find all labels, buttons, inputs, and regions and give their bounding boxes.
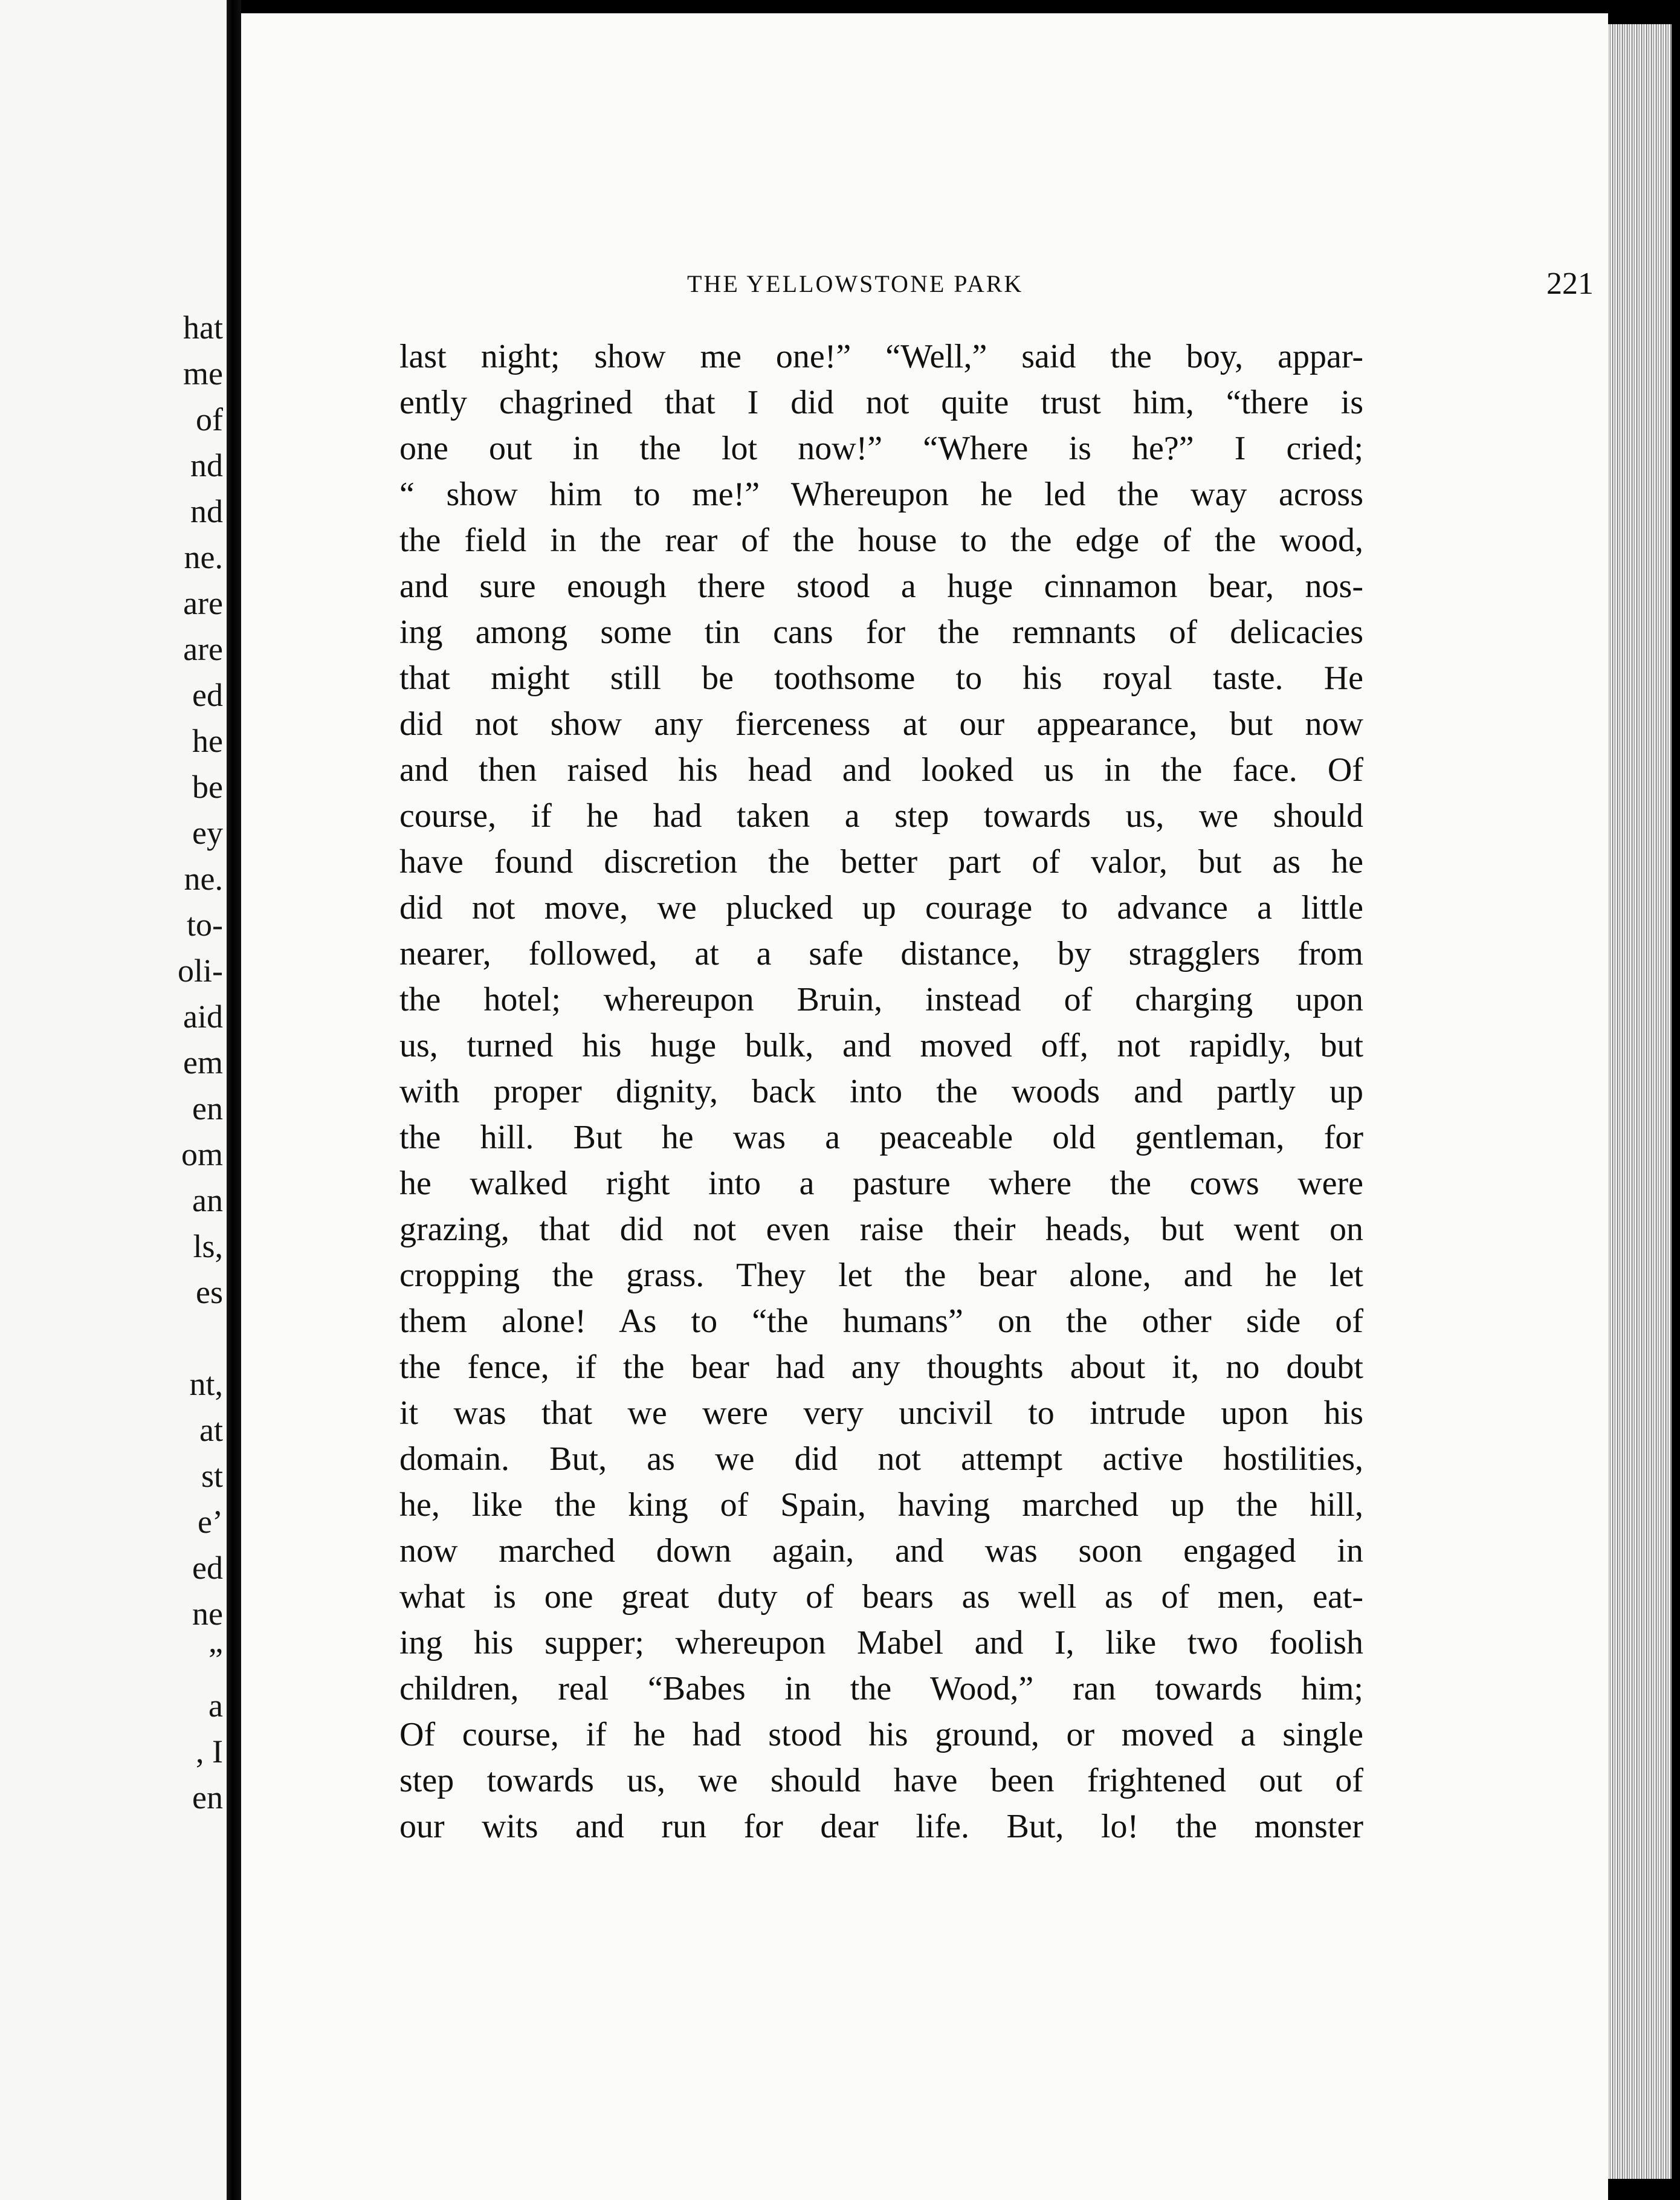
text-line: our wits and run for dear life. But, lo! the monster	[399, 1808, 1363, 1845]
text-line: them alone! As to “the humans” on the other side of	[399, 1302, 1363, 1340]
text-line: Of course, if he had stood his ground, or moved a single	[399, 1716, 1363, 1753]
left-page-line-fragment: are	[183, 585, 223, 621]
book-gutter	[227, 0, 241, 2200]
left-page-line-fragment: an	[192, 1182, 223, 1218]
left-page-line-fragment: me	[183, 355, 223, 392]
book-page	[241, 13, 1608, 2200]
previous-page-fragment	[0, 0, 227, 2200]
body-text	[399, 334, 1363, 1849]
left-page-line-fragment: ed	[192, 1550, 223, 1586]
left-page-line-fragment: of	[196, 401, 223, 438]
text-line: the hill. But he was a peaceable old gentleman, for	[399, 1119, 1363, 1156]
running-title: THE YELLOWSTONE PARK	[687, 270, 1024, 297]
left-page-line-fragment: ne	[192, 1596, 223, 1632]
text-line: one out in the lot now!” “Where is he?” I cried;	[399, 430, 1363, 467]
left-page-line-fragment: nd	[190, 447, 223, 484]
text-line: have found discretion the better part of valor, but as he	[399, 843, 1363, 881]
page-number: 221	[1546, 267, 1594, 301]
left-page-line-fragment: , I	[196, 1733, 223, 1770]
page-edges	[1608, 24, 1672, 2179]
text-line: with proper dignity, back into the woods and partly up	[399, 1073, 1363, 1110]
text-line: ently chagrined that I did not quite trust him, “there is	[399, 384, 1363, 421]
left-page-line-fragment: en	[192, 1779, 223, 1816]
left-page-line-fragment: ey	[192, 815, 223, 851]
running-header	[687, 266, 1594, 302]
left-page-line-fragment: om	[181, 1136, 223, 1173]
text-line: and then raised his head and looked us in the face. Of	[399, 751, 1363, 789]
left-page-line-fragment: aid	[183, 998, 223, 1035]
left-page-line-fragment: be	[192, 769, 223, 805]
left-page-line-fragment: hat	[183, 309, 223, 346]
left-page-line-fragment: es	[196, 1274, 223, 1310]
text-line: ing among some tin cans for the remnants of delicacies	[399, 613, 1363, 651]
text-line: did not move, we plucked up courage to advance a little	[399, 889, 1363, 927]
text-line: children, real “Babes in the Wood,” ran towards him;	[399, 1670, 1363, 1707]
scan-border-right	[1672, 0, 1680, 2200]
text-line: he walked right into a pasture where the cows were	[399, 1165, 1363, 1202]
text-line: nearer, followed, at a safe distance, by stragglers from	[399, 935, 1363, 972]
text-line: he, like the king of Spain, having marched up the hill,	[399, 1486, 1363, 1524]
left-page-line-fragment: to-	[187, 907, 223, 943]
text-line: course, if he had taken a step towards us, we should	[399, 797, 1363, 835]
left-page-line-fragment: ed	[192, 677, 223, 713]
left-page-line-fragment: are	[183, 631, 223, 667]
text-line: now marched down again, and was soon engaged in	[399, 1532, 1363, 1570]
text-line: what is one great duty of bears as well as of men, eat-	[399, 1578, 1363, 1616]
left-page-line-fragment: nt,	[189, 1366, 223, 1402]
text-line: it was that we were very uncivil to intrude upon his	[399, 1394, 1363, 1432]
text-line: last night; show me one!” “Well,” said the boy, appar-	[399, 338, 1363, 375]
text-line: step towards us, we should have been frightened out of	[399, 1762, 1363, 1799]
text-line: the hotel; whereupon Bruin, instead of charging upon	[399, 981, 1363, 1018]
left-page-line-fragment: ”	[208, 1642, 223, 1678]
left-page-line-fragment: e’	[198, 1504, 223, 1540]
left-page-line-fragment: em	[183, 1044, 223, 1081]
text-line: us, turned his huge bulk, and moved off, not rapidly, but	[399, 1027, 1363, 1064]
text-line: the field in the rear of the house to the edge of the wood,	[399, 522, 1363, 559]
text-line: ing his supper; whereupon Mabel and I, like two foolish	[399, 1624, 1363, 1661]
left-page-line-fragment: oli-	[178, 953, 223, 989]
left-page-line-fragment: st	[201, 1458, 223, 1494]
left-page-line-fragment: en	[192, 1090, 223, 1127]
text-line: “ show him to me!” Whereupon he led the way across	[399, 476, 1363, 513]
left-page-line-fragment: nd	[190, 493, 223, 529]
left-page-line-fragment: at	[199, 1412, 223, 1448]
text-line: domain. But, as we did not attempt active hostilities,	[399, 1440, 1363, 1478]
left-page-line-fragment: ne.	[184, 861, 223, 897]
left-page-line-fragment: ls,	[193, 1228, 223, 1264]
left-page-line-fragment: a	[208, 1687, 223, 1724]
left-page-line-fragment: ne.	[184, 539, 223, 575]
text-line: grazing, that did not even raise their heads, but went on	[399, 1211, 1363, 1248]
text-line: did not show any fierceness at our appearance, but now	[399, 705, 1363, 743]
text-line: cropping the grass. They let the bear alone, and he let	[399, 1257, 1363, 1294]
text-line: and sure enough there stood a huge cinnamon bear, nos-	[399, 568, 1363, 605]
text-line: the fence, if the bear had any thoughts about it, no doubt	[399, 1348, 1363, 1386]
left-page-line-fragment: he	[192, 723, 223, 759]
text-line: that might still be toothsome to his royal taste. He	[399, 659, 1363, 697]
